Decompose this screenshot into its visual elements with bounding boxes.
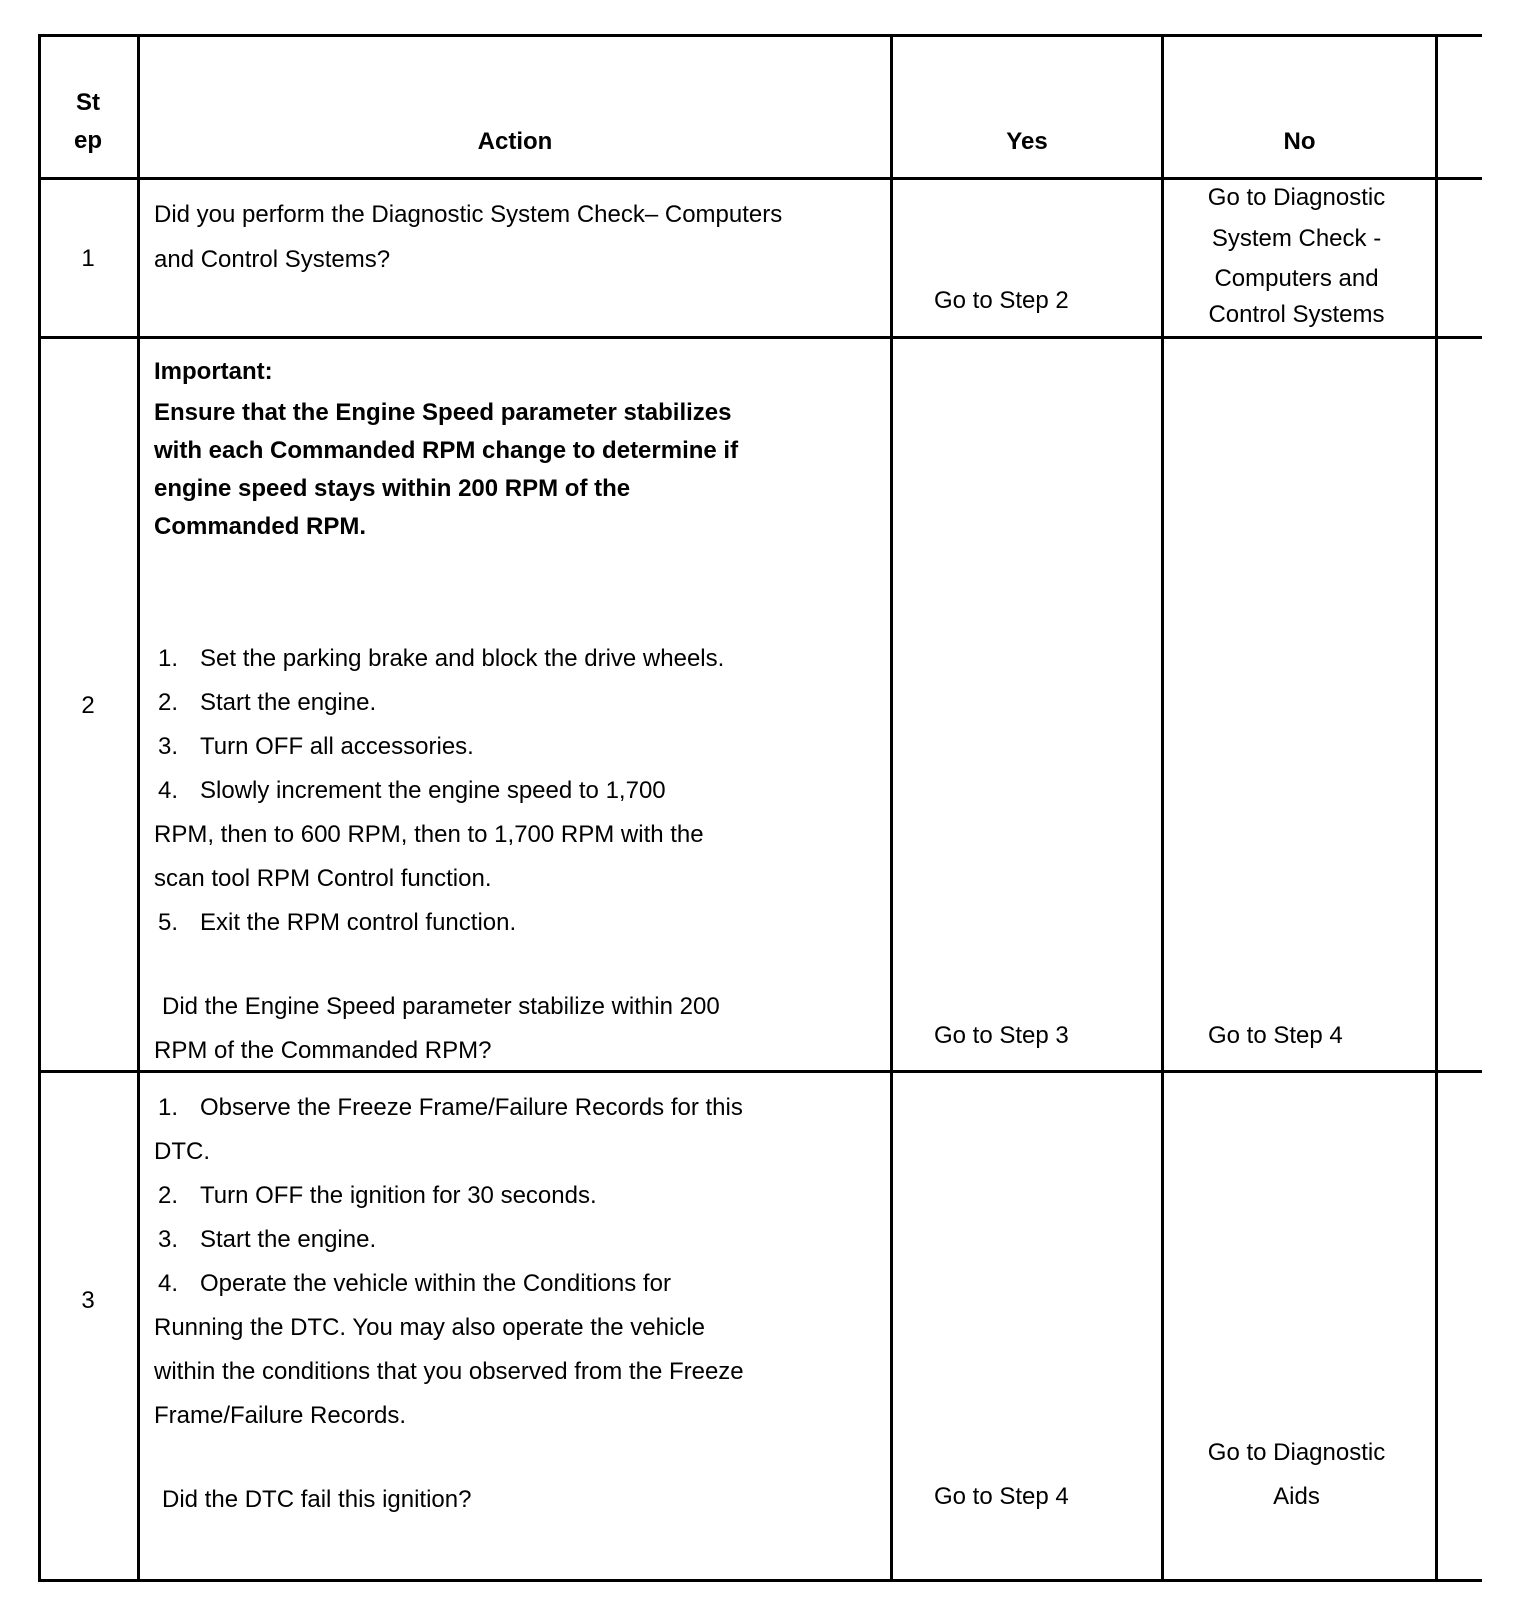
no-result-line: Aids bbox=[1273, 1483, 1320, 1510]
list-number: 2. bbox=[158, 1182, 179, 1209]
list-continuation: scan tool RPM Control function. bbox=[154, 865, 492, 892]
list-item bbox=[154, 901, 884, 945]
list-text: Operate the vehicle within the Conditions for bbox=[200, 1270, 671, 1297]
question-line: Did the DTC fail this ignition? bbox=[162, 1486, 472, 1513]
list-number: 4. bbox=[158, 777, 179, 804]
important-label: Important: bbox=[154, 358, 273, 385]
step-number: 2 bbox=[81, 692, 95, 719]
no-result-line: Control Systems bbox=[1208, 301, 1385, 328]
no-result-line: System Check - bbox=[1211, 225, 1382, 252]
no-result: Go to Step 4 bbox=[1208, 1022, 1343, 1049]
action-line: and Control Systems? bbox=[154, 246, 391, 273]
diagnostic-table bbox=[38, 34, 1482, 1582]
list-text: Set the parking brake and block the drive wheels. bbox=[200, 645, 725, 672]
list-item bbox=[154, 769, 884, 813]
list-continuation: RPM, then to 600 RPM, then to 1,700 RPM with the bbox=[154, 821, 704, 848]
important-line: engine speed stays within 200 RPM of the bbox=[154, 475, 631, 502]
list-text: Start the engine. bbox=[200, 1226, 377, 1253]
col-divider-action bbox=[890, 34, 893, 1582]
list-item bbox=[154, 681, 884, 725]
row-divider-1 bbox=[38, 336, 1482, 339]
list-text: Exit the RPM control function. bbox=[200, 909, 517, 936]
list-number: 2. bbox=[158, 689, 179, 716]
table-border-right bbox=[1435, 34, 1438, 1582]
table-border-bottom bbox=[38, 1579, 1482, 1582]
list-continuation: Running the DTC. You may also operate the vehicle bbox=[154, 1314, 706, 1341]
step-number: 1 bbox=[81, 245, 95, 272]
step-number: 3 bbox=[81, 1287, 95, 1314]
yes-result: Go to Step 4 bbox=[934, 1483, 1069, 1510]
list-text: Start the engine. bbox=[200, 689, 377, 716]
header-step-line2: ep bbox=[73, 127, 102, 154]
header-action: Action bbox=[477, 128, 553, 155]
list-number: 5. bbox=[158, 909, 179, 936]
yes-result: Go to Step 3 bbox=[934, 1022, 1069, 1049]
list-item bbox=[154, 637, 884, 681]
list-number: 1. bbox=[158, 645, 179, 672]
no-result-line: Go to Diagnostic bbox=[1207, 1439, 1386, 1466]
list-text: Observe the Freeze Frame/Failure Records for this bbox=[200, 1094, 743, 1121]
list-item bbox=[154, 1174, 884, 1218]
list-text: Turn OFF the ignition for 30 seconds. bbox=[200, 1182, 597, 1209]
table-border-top bbox=[38, 34, 1482, 37]
action-text bbox=[154, 1086, 884, 1522]
list-number: 1. bbox=[158, 1094, 179, 1121]
no-result bbox=[1164, 178, 1429, 332]
action-line: Did you perform the Diagnostic System Check– Computers bbox=[154, 201, 783, 228]
list-continuation: within the conditions that you observed from the Freeze bbox=[154, 1358, 744, 1385]
list-continuation: Frame/Failure Records. bbox=[154, 1402, 407, 1429]
header-step bbox=[38, 84, 138, 160]
no-result-line: Computers and bbox=[1214, 265, 1379, 292]
action-text bbox=[154, 192, 884, 282]
list-item bbox=[154, 1086, 884, 1130]
question-line: Did the Engine Speed parameter stabilize within 200 bbox=[162, 993, 720, 1020]
no-result-line: Go to Diagnostic bbox=[1207, 184, 1386, 211]
important-line: with each Commanded RPM change to determine if bbox=[154, 437, 739, 464]
list-number: 3. bbox=[158, 1226, 179, 1253]
header-no: No bbox=[1283, 128, 1316, 155]
no-result bbox=[1164, 1431, 1429, 1519]
yes-result: Go to Step 2 bbox=[934, 287, 1069, 314]
list-number: 3. bbox=[158, 733, 179, 760]
important-line: Ensure that the Engine Speed parameter stabilizes bbox=[154, 399, 732, 426]
action-text bbox=[154, 350, 884, 1073]
list-item bbox=[154, 1218, 884, 1262]
list-text: Slowly increment the engine speed to 1,700 bbox=[200, 777, 666, 804]
header-yes: Yes bbox=[1006, 128, 1048, 155]
list-text: Turn OFF all accessories. bbox=[200, 733, 474, 760]
question-line: RPM of the Commanded RPM? bbox=[154, 1037, 492, 1064]
important-line: Commanded RPM. bbox=[154, 513, 367, 540]
header-step-line1: St bbox=[76, 89, 100, 116]
list-continuation: DTC. bbox=[154, 1138, 210, 1165]
list-item bbox=[154, 725, 884, 769]
list-number: 4. bbox=[158, 1270, 179, 1297]
list-item bbox=[154, 1262, 884, 1306]
